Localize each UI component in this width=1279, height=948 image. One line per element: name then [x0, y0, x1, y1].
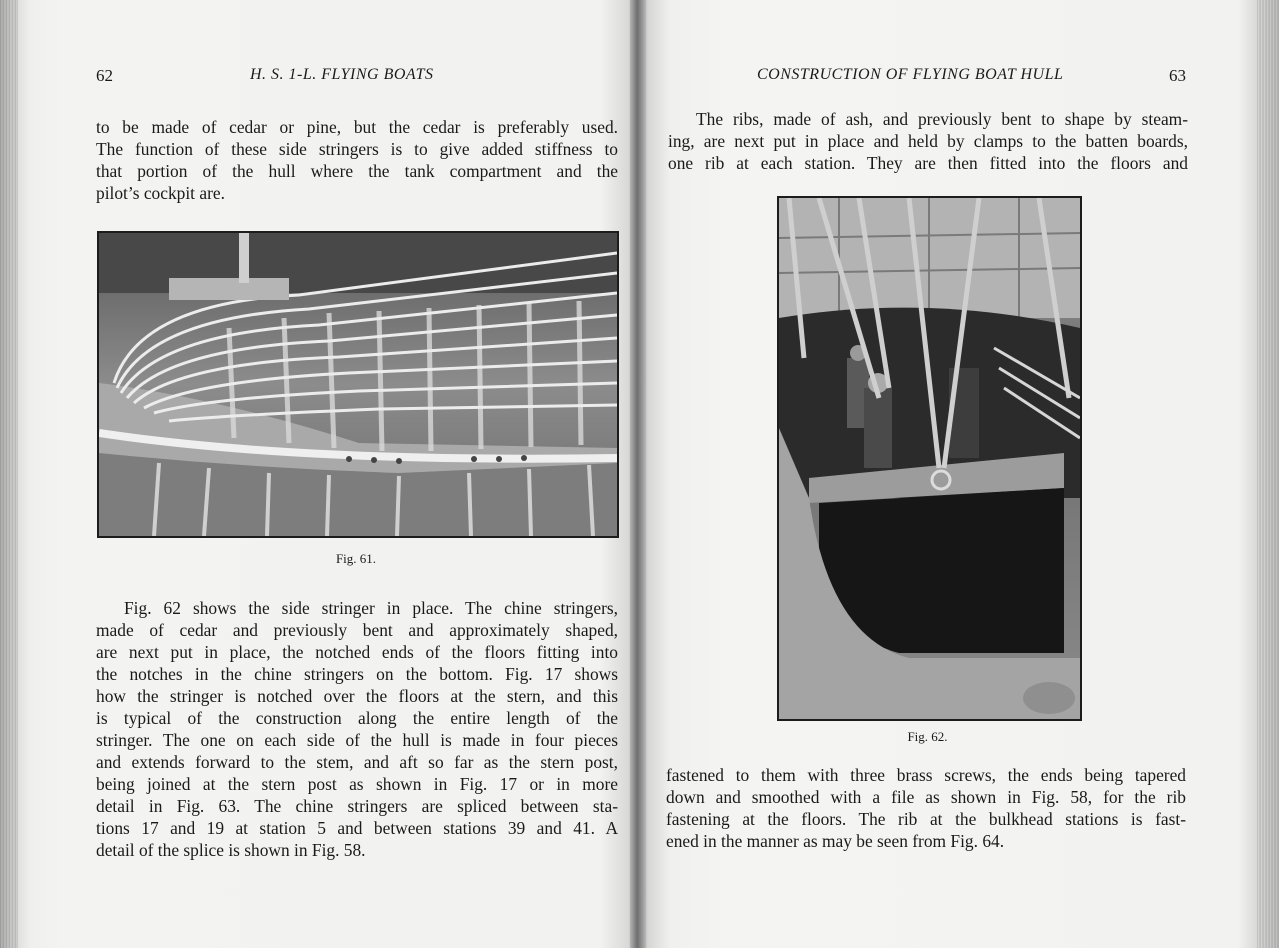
hull-frame-illustration — [99, 233, 617, 536]
figure-62-caption: Fig. 62. — [907, 729, 948, 744]
running-head-left: H. S. 1-L. FLYING BOATS — [250, 66, 434, 83]
text-line: tions 17 and 19 at station 5 and between stations 39 and 41. A — [96, 818, 618, 838]
page-edge-left — [0, 0, 18, 948]
text-line: The ribs, made of ash, and previously bent to shape by steam- — [696, 109, 1188, 129]
figure-62-photo — [777, 196, 1082, 721]
text-line: fastening at the floors. The rib at the bulkhead stations is fast- — [666, 809, 1186, 829]
figure-61-caption: Fig. 61. — [335, 551, 377, 566]
left-paragraph-1 — [96, 116, 618, 204]
text-line: are next put in place, the notched ends of the floors fitting into — [96, 642, 618, 662]
left-paragraph-2 — [96, 597, 618, 861]
text-line: the notches in the chine stringers on the bottom. Fig. 17 shows — [96, 664, 618, 684]
hull-interior-illustration — [779, 198, 1080, 719]
text-line: is typical of the construction along the entire length of the — [96, 708, 618, 728]
left-page — [0, 0, 638, 948]
text-line: detail of the splice is shown in Fig. 58. — [96, 840, 366, 860]
text-line: to be made of cedar or pine, but the cedar is preferably used. — [96, 117, 618, 137]
text-line: one rib at each station. They are then fitted into the floors and — [668, 153, 1188, 173]
text-line: stringer. The one on each side of the hull is made in four pieces — [96, 730, 618, 750]
text-line: down and smoothed with a file as shown in Fig. 58, for the rib — [666, 787, 1186, 807]
text-line: ing, are next put in place and held by clamps to the batten boards, — [668, 131, 1188, 151]
page-edge-right — [1257, 0, 1279, 948]
book-gutter — [630, 0, 646, 948]
text-line: and extends forward to the stem, and aft so far as the stern post, — [96, 752, 618, 772]
figure-61-photo — [97, 231, 619, 538]
page-number-right: 63 — [1169, 66, 1186, 85]
text-line: pilot’s cockpit are. — [96, 183, 225, 203]
text-line: made of cedar and previously bent and approximately shaped, — [96, 620, 618, 640]
text-line: being joined at the stern post as shown in Fig. 17 or in more — [96, 774, 618, 794]
text-line: The function of these side stringers is to give added stiffness to — [96, 139, 618, 159]
text-line: how the stringer is notched over the floors at the stern, and this — [96, 686, 618, 706]
text-line: fastened to them with three brass screws, the ends being tapered — [666, 765, 1186, 785]
page-number-left: 62 — [96, 66, 113, 85]
text-line: ened in the manner as may be seen from Fig. 64. — [666, 831, 1005, 851]
text-line: detail in Fig. 63. The chine stringers are spliced between sta- — [96, 796, 618, 816]
right-page — [638, 0, 1279, 948]
right-paragraph-2 — [666, 764, 1186, 852]
right-paragraph-1 — [668, 108, 1188, 174]
text-line: that portion of the hull where the tank compartment and the — [96, 161, 618, 181]
running-head-right: CONSTRUCTION OF FLYING BOAT HULL — [757, 66, 1064, 83]
text-line: Fig. 62 shows the side stringer in place. The chine stringers, — [124, 598, 618, 618]
